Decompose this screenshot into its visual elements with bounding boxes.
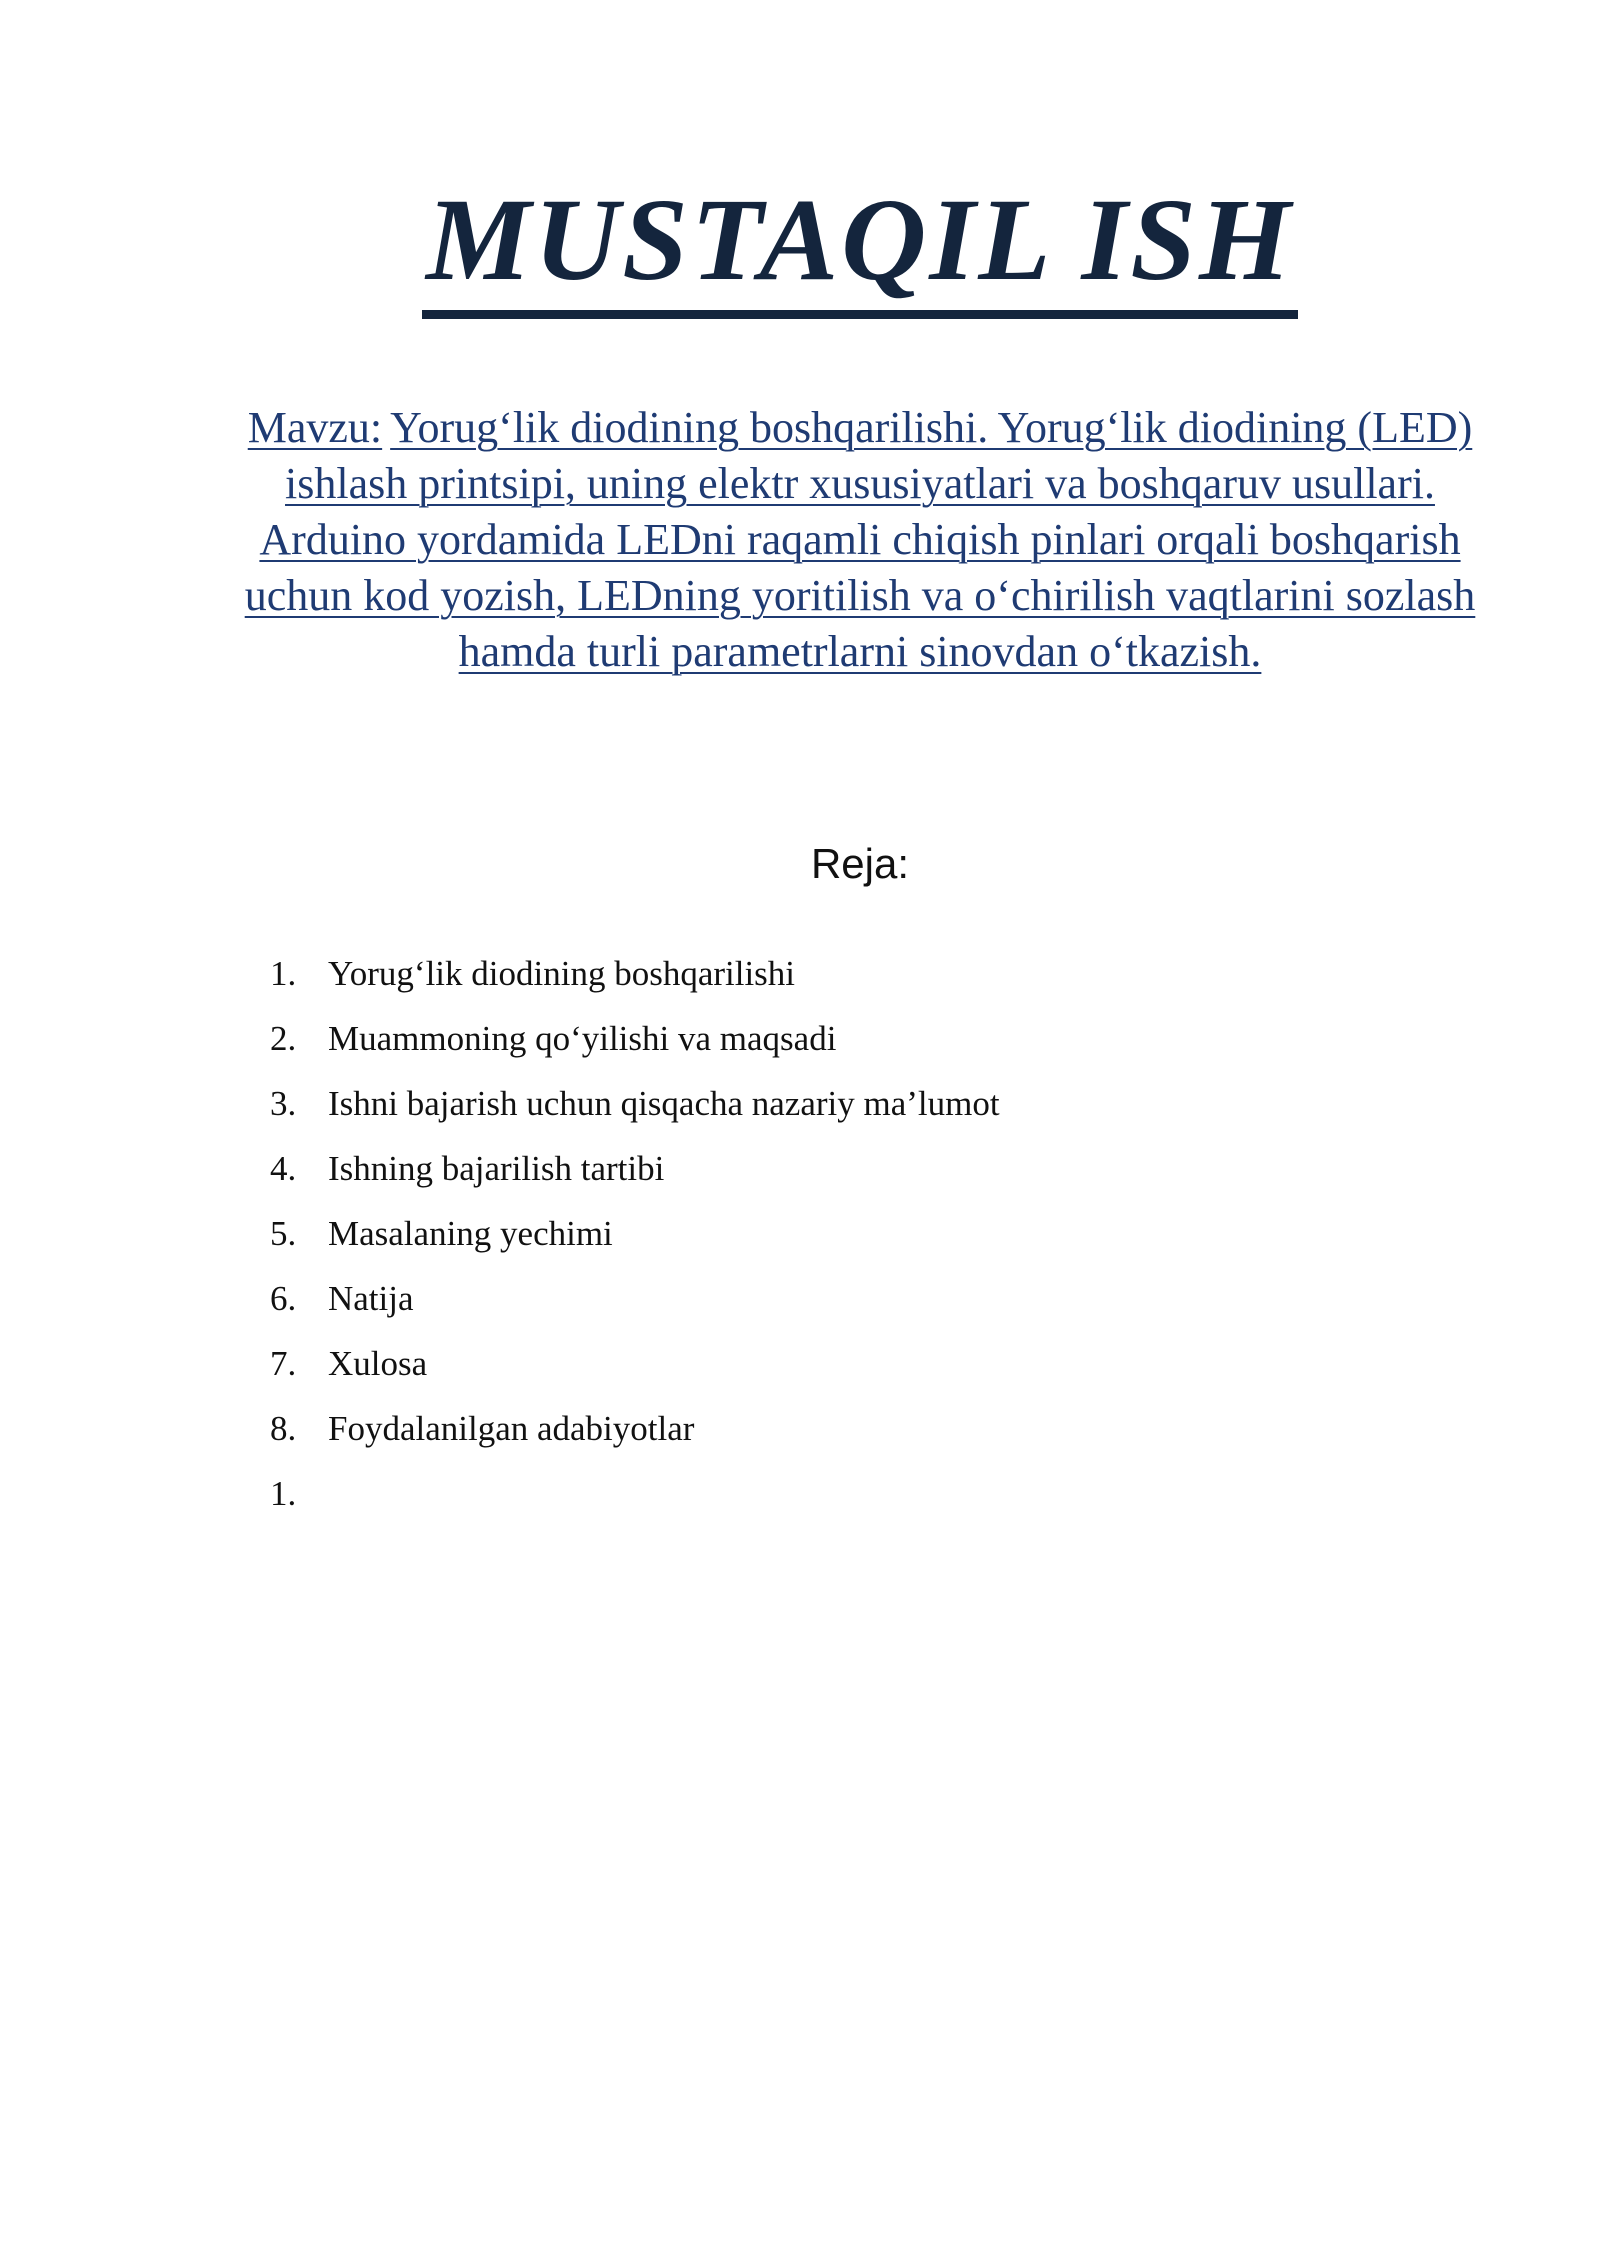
topic-text: Yorug‘lik diodining boshqarilishi. Yorug‘lik diodining (LED) ishlash printsipi, uning elektr xususiyatlari va boshqaruv usullari. Arduino yordamida LEDni raqamli chiqish pinlari orqali boshqarish uchun kod yozish, LEDning yoritilish va o‘chirilish vaqtlarini sozlash hamda turli parametrlarni sinovdan o‘tkazish. (244, 403, 1476, 676)
list-item (270, 1214, 1000, 1279)
list-item-text: Natija (328, 1279, 414, 1318)
plan-list (270, 954, 1000, 1539)
list-item (270, 1409, 1000, 1474)
list-item-text: Ishni bajarish uchun qisqacha nazariy ma’lumot (328, 1084, 1000, 1123)
list-item-text: Muammoning qo‘yilishi va maqsadi (328, 1019, 837, 1058)
list-item-number: 3. (270, 1084, 297, 1123)
list-item (270, 954, 1000, 1019)
list-item-number: 5. (270, 1214, 297, 1253)
list-item-text: Yorug‘lik diodining boshqarilishi (328, 954, 796, 993)
list-item-text: Foydalanilgan adabiyotlar (328, 1409, 695, 1448)
title-container (0, 170, 1600, 319)
list-item (270, 1344, 1000, 1409)
list-item (270, 1149, 1000, 1214)
list-item (270, 1084, 1000, 1149)
list-item-number: 1. (270, 1474, 297, 1513)
list-item-number: 7. (270, 1344, 297, 1383)
list-item (270, 1279, 1000, 1344)
list-item (270, 1474, 1000, 1539)
page-title: MUSTAQIL ISH (422, 170, 1298, 319)
list-item-number: 1. (270, 954, 297, 993)
list-item-text: Masalaning yechimi (328, 1214, 613, 1253)
list-item-text: Xulosa (328, 1344, 428, 1383)
list-item (270, 1019, 1000, 1084)
list-item-number: 4. (270, 1149, 297, 1188)
topic-label: Mavzu: (247, 403, 383, 452)
list-item-number: 8. (270, 1409, 297, 1448)
list-item-number: 6. (270, 1279, 297, 1318)
topic-paragraph (230, 400, 1490, 680)
list-item-text: Ishning bajarilish tartibi (328, 1149, 665, 1188)
list-item-number: 2. (270, 1019, 297, 1058)
plan-heading: Reja: (810, 840, 910, 887)
